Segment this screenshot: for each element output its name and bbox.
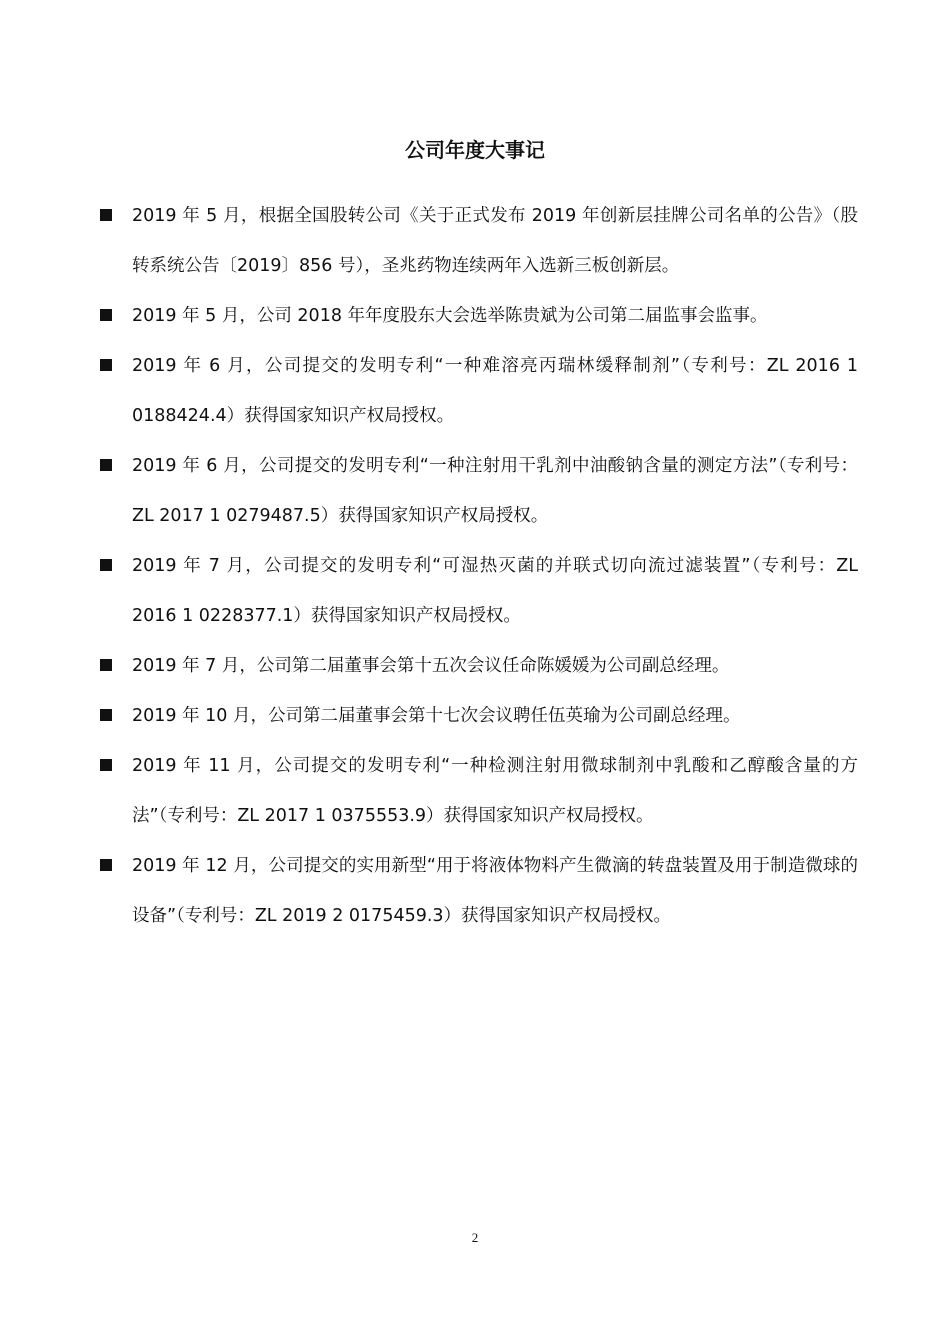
list-item <box>98 641 858 691</box>
bullet-square-icon <box>100 209 112 221</box>
event-text: 2019 年 12 月，公司提交的实用新型“用于将液体物料产生微滴的转盘装置及用于制造微球的设备”（专利号：ZL 2019 2 0175459.3）获得国家知识产权局授权。 <box>132 856 858 926</box>
page-number: 2 <box>471 1230 479 1245</box>
event-text: 2019 年 6 月，公司提交的发明专利“一种注射用干乳剂中油酸钠含量的测定方法”（专利号：ZL 2017 1 0279487.5）获得国家知识产权局授权。 <box>132 456 858 526</box>
list-item <box>98 541 858 641</box>
event-text: 2019 年 7 月，公司提交的发明专利“可湿热灭菌的并联式切向流过滤装置”（专利号：ZL 2016 1 0228377.1）获得国家知识产权局授权。 <box>132 556 858 626</box>
page-title: 公司年度大事记 <box>405 138 545 162</box>
event-text: 2019 年 7 月，公司第二届董事会第十五次会议任命陈媛媛为公司副总经理。 <box>132 656 730 676</box>
event-text: 2019 年 5 月，根据全国股转公司《关于正式发布 2019 年创新层挂牌公司名单的公告》（股转系统公告〔2019〕856 号），圣兆药物连续两年入选新三板创新层。 <box>132 206 858 276</box>
event-text: 2019 年 10 月，公司第二届董事会第十七次会议聘任伍英瑜为公司副总经理。 <box>132 706 741 726</box>
bullet-square-icon <box>100 709 112 721</box>
list-item <box>98 341 858 441</box>
bullet-square-icon <box>100 859 112 871</box>
bullet-square-icon <box>100 359 112 371</box>
list-item <box>98 191 858 291</box>
list-item <box>98 741 858 841</box>
bullet-square-icon <box>100 559 112 571</box>
event-text: 2019 年 6 月，公司提交的发明专利“一种难溶亮丙瑞林缓释制剂”（专利号：ZL 2016 1 0188424.4）获得国家知识产权局授权。 <box>132 356 858 426</box>
bullet-square-icon <box>100 659 112 671</box>
bullet-square-icon <box>100 759 112 771</box>
list-item <box>98 841 858 941</box>
bullet-square-icon <box>100 309 112 321</box>
event-text: 2019 年 11 月，公司提交的发明专利“一种检测注射用微球制剂中乳酸和乙醇酸含量的方法”（专利号：ZL 2017 1 0375553.9）获得国家知识产权局授权。 <box>132 756 858 826</box>
event-text: 2019 年 5 月，公司 2018 年年度股东大会选举陈贵斌为公司第二届监事会监事。 <box>132 306 768 326</box>
list-item <box>98 441 858 541</box>
list-item <box>98 291 858 341</box>
bullet-square-icon <box>100 459 112 471</box>
event-list <box>98 191 858 941</box>
list-item <box>98 691 858 741</box>
